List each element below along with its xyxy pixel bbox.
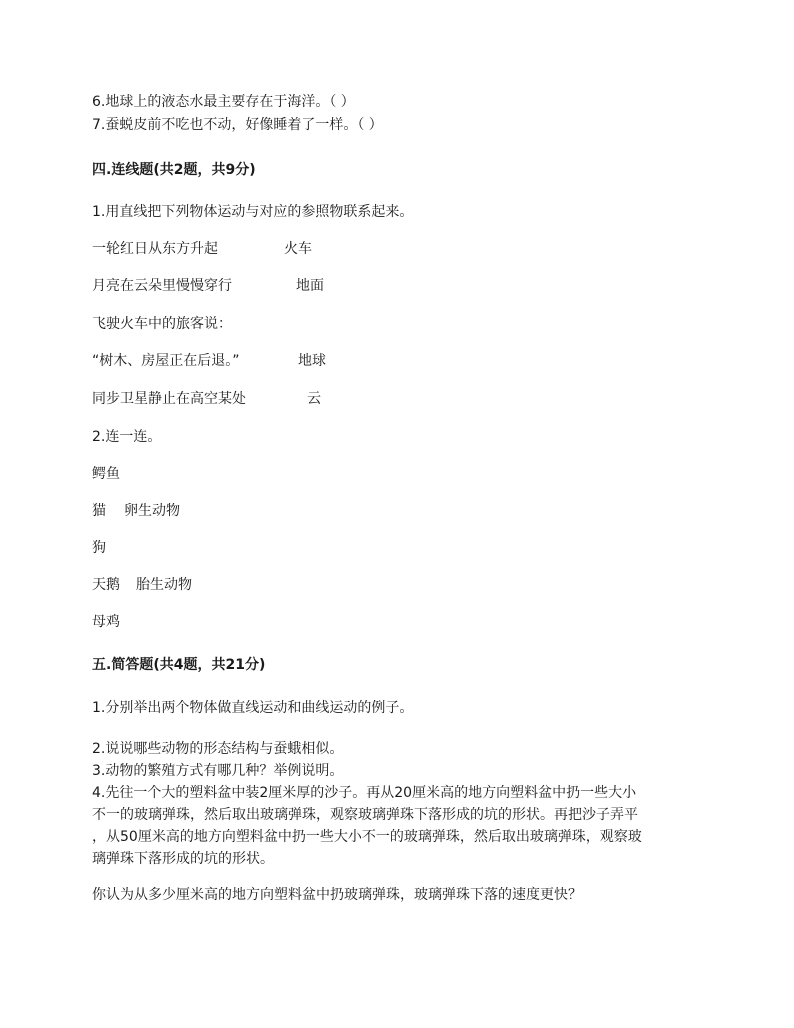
matching-q1-right-5: 云 <box>307 391 321 407</box>
judgment-question-6: 6.地球上的液态水最主要存在于海洋。（ ） <box>92 94 355 110</box>
matching-q1-right-2: 地面 <box>296 278 324 294</box>
matching-q1-left-1: 一轮红日从东方升起 <box>92 241 218 257</box>
matching-q1-right-4: 地球 <box>298 353 326 369</box>
matching-q1-left-4: “树木、房屋正在后退。” <box>92 353 240 369</box>
matching-q2-right-4: 胎生动物 <box>136 577 192 593</box>
matching-q1-left-3: 飞驶火车中的旅客说： <box>92 316 232 332</box>
section-5-heading: 五.简答题(共4题，共21分) <box>92 657 266 673</box>
matching-q2-right-2: 卵生动物 <box>124 503 180 519</box>
short-answer-q4-line-4: 璃弹珠下落形成的坑的形状。 <box>92 851 274 867</box>
matching-q2-left-1: 鳄鱼 <box>92 466 120 482</box>
short-answer-q2: 2.说说哪些动物的形态结构与蚕蛾相似。 <box>92 741 344 757</box>
section-4-heading: 四.连线题(共2题，共9分) <box>92 162 256 178</box>
matching-q1-prompt: 1.用直线把下列物体运动与对应的参照物联系起来。 <box>92 204 414 220</box>
matching-q2-left-5: 母鸡 <box>92 614 120 630</box>
judgment-question-7: 7.蚕蜕皮前不吃也不动，好像睡着了一样。（ ） <box>92 117 383 133</box>
matching-q2-prompt: 2.连一连。 <box>92 429 162 445</box>
short-answer-q4-line-2: 不一的玻璃弹珠，然后取出玻璃弹珠，观察玻璃弹珠下落形成的坑的形状。再把沙子弄平 <box>92 807 638 823</box>
short-answer-q3: 3.动物的繁殖方式有哪几种？举例说明。 <box>92 763 344 779</box>
matching-q2-left-3: 狗 <box>92 540 106 556</box>
matching-q1-left-5: 同步卫星静止在高空某处 <box>92 391 246 407</box>
short-answer-q4-line-1: 4.先往一个大的塑料盆中装2厘米厚的沙子。再从20厘米高的地方向塑料盆中扔一些大小 <box>92 785 637 801</box>
short-answer-q1: 1.分别举出两个物体做直线运动和曲线运动的例子。 <box>92 700 414 716</box>
matching-q1-right-1: 火车 <box>284 241 312 257</box>
matching-q2-left-2: 猫 <box>92 503 106 519</box>
matching-q1-left-2: 月亮在云朵里慢慢穿行 <box>92 278 232 294</box>
matching-q2-left-4: 天鹅 <box>92 577 120 593</box>
short-answer-q4-line-3: ，从50厘米高的地方向塑料盆中扔一些大小不一的玻璃弹珠，然后取出玻璃弹珠，观察玻 <box>92 829 642 845</box>
short-answer-q4-question: 你认为从多少厘米高的地方向塑料盆中扔玻璃弹珠，玻璃弹珠下落的速度更快？ <box>92 887 582 903</box>
